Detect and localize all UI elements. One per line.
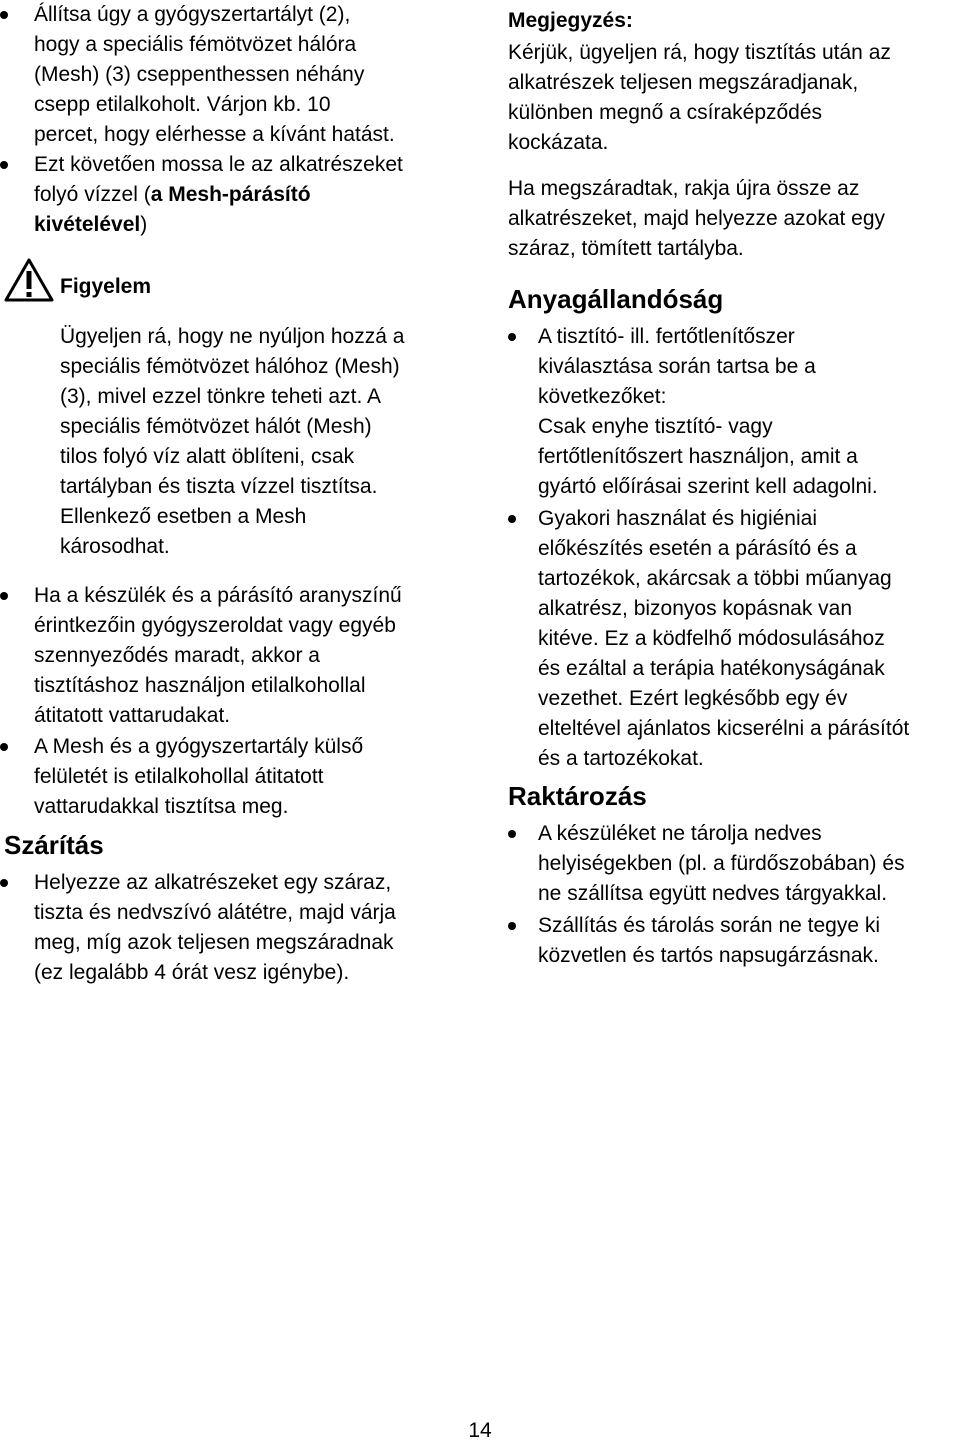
text-line: érintkezőin gyógyszeroldat vagy egyéb (34, 614, 396, 637)
text-line: vattarudakkal tisztítsa meg. (34, 795, 289, 818)
bullet-icon (0, 161, 8, 169)
text-line: kiválasztása során tartsa be a (538, 355, 816, 378)
text-line: kitéve. Ez a ködfelhő módosulásához (538, 627, 885, 650)
text-line: Ügyeljen rá, hogy ne nyúljon hozzá a (60, 325, 405, 348)
text-line: Csak enyhe tisztító- vagy (538, 415, 773, 438)
text-line: tisztításhoz használjon etilalkohollal (34, 674, 366, 697)
text-line: fertőtlenítőszert használjon, amit a (538, 445, 858, 468)
text-line: A tisztító- ill. fertőtlenítőszer (538, 325, 795, 348)
text-line: és a tartozékokat. (538, 747, 704, 770)
text-line: gyártó előírásai szerint kell adagolni. (538, 475, 878, 498)
text-line: (3), mivel ezzel tönkre teheti azt. A (60, 385, 381, 408)
text-line: Ha megszáradtak, rakja újra össze az (508, 177, 860, 200)
text-line: átitatott vattarudakat. (34, 704, 231, 727)
bullet-icon (0, 592, 8, 600)
text-line: Gyakori használat és higiéniai (538, 507, 817, 530)
bullet-icon (508, 922, 516, 930)
text-line: tilos folyó víz alatt öblíteni, csak (60, 445, 355, 468)
text-line: Szállítás és tárolás során ne tegye ki (538, 914, 881, 937)
text-line: szennyeződés maradt, akkor a (34, 644, 320, 667)
bullet-icon (508, 333, 516, 341)
text-line: (ez legalább 4 órát vesz igénybe). (34, 961, 350, 984)
bullet-icon (508, 830, 516, 838)
heading-drying: Szárítás (4, 830, 104, 860)
text-line: csepp etilalkoholt. Várjon kb. 10 (34, 93, 331, 116)
text-line: A Mesh és a gyógyszertartály külső (34, 735, 364, 758)
text-line: kockázata. (508, 131, 609, 154)
warning-triangle-icon (4, 258, 54, 302)
text-line: tiszta és nedvszívó alátétre, majd várja (34, 901, 396, 924)
text-line: tartályban és tiszta vízzel tisztítsa. (60, 475, 378, 498)
bullet-icon (0, 11, 8, 19)
text-line: következőket: (538, 385, 667, 408)
warning-title: Figyelem (60, 275, 152, 298)
text-line: alkatrészeket, majd helyezze azokat egy (508, 207, 886, 230)
text-line: hogy a speciális fémötvözet hálóra (34, 33, 357, 56)
bullet-icon (0, 879, 8, 887)
text-line: felületét is etilalkohollal átitatott (34, 765, 324, 788)
page-number: 14 (468, 1419, 492, 1442)
text-line: Állítsa úgy a gyógyszertartályt (2), (34, 3, 351, 26)
text-line: Helyezze az alkatrészeket egy száraz, (34, 871, 392, 894)
text-line: ne szállítsa együtt nedves tárgyakkal. (538, 882, 888, 905)
text-line: Ha a készülék és a párásító aranyszínű (34, 584, 402, 607)
text-line: elteltével ajánlatos kicserélni a párásítót (538, 717, 910, 740)
heading-material: Anyagállandóság (508, 284, 724, 314)
text-line: (Mesh) (3) cseppenthessen néhány (34, 63, 365, 86)
text-line: károsodhat. (60, 535, 170, 558)
text-line: száraz, tömített tartályba. (508, 237, 744, 260)
text-line: percet, hogy elérhesse a kívánt hatást. (34, 123, 395, 146)
text-line: vezethet. Ezért legkésőbb egy év (538, 687, 848, 710)
text-line: kivételével) (34, 213, 148, 236)
text-line: speciális fémötvözet hálót (Mesh) (60, 415, 372, 438)
text-line: közvetlen és tartós napsugárzásnak. (538, 944, 879, 967)
heading-storage: Raktározás (508, 781, 647, 811)
text-line: meg, míg azok teljesen megszáradnak (34, 931, 394, 954)
text-line: Ellenkező esetben a Mesh (60, 505, 307, 528)
text-line: Ezt követően mossa le az alkatrészeket (34, 153, 403, 176)
bullet-icon (508, 515, 516, 523)
text-line: Kérjük, ügyeljen rá, hogy tisztítás után az (508, 41, 891, 64)
text-line: helyiségekben (pl. a fürdőszobában) és (538, 852, 905, 875)
text-line: speciális fémötvözet hálóhoz (Mesh) (60, 355, 400, 378)
text-line: folyó vízzel (a Mesh-párásító (34, 183, 311, 206)
text-line: tartozékok, akárcsak a többi műanyag (538, 567, 892, 590)
text-line: A készüléket ne tárolja nedves (538, 822, 822, 845)
text-line: alkatrész, bizonyos kopásnak van (538, 597, 853, 620)
note-title: Megjegyzés: (508, 9, 633, 32)
text-line: és ezáltal a terápia hatékonyságának (538, 657, 885, 680)
bullet-icon (0, 743, 8, 751)
text-line: előkészítés esetén a párásító és a (538, 537, 857, 560)
text-line: alkatrészek teljesen megszáradjanak, (508, 71, 859, 94)
text-line: különben megnő a csíraképződés (508, 101, 823, 124)
